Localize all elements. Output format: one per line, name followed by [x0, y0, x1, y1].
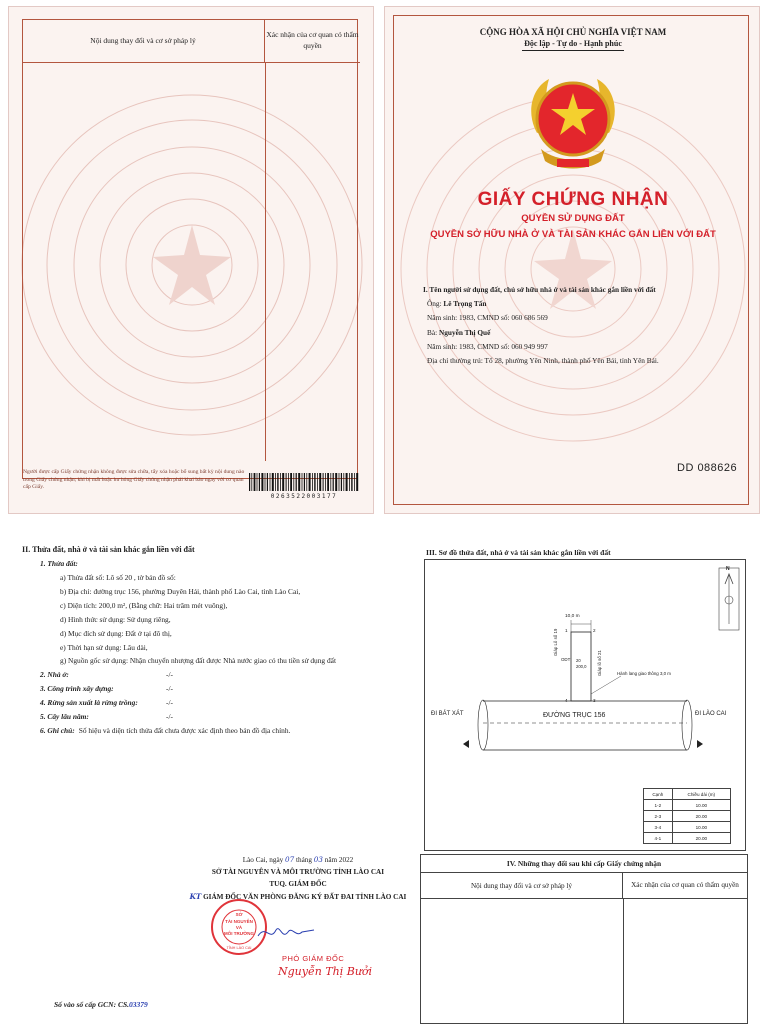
forest-row: 4. Rừng sản xuất là rừng trồng: -/-	[40, 698, 173, 708]
barcode	[249, 473, 359, 491]
section2-heading: II. Thửa đất, nhà ở và tài sản khác gắn liền với đất	[22, 545, 195, 554]
point-label: 4	[565, 698, 568, 703]
sign-month: 03	[313, 855, 323, 864]
left-lot-label: Giáp Lô số 19	[553, 628, 558, 656]
page-frame	[22, 19, 358, 479]
gcn-number: 03379	[129, 1000, 148, 1009]
point-label: 1	[565, 628, 568, 633]
section4-col-confirm: Xác nhận của cơ quan có thẩm quyền	[631, 880, 739, 889]
motto-underline	[522, 50, 624, 51]
construction-row: 3. Công trình xây dựng: -/-	[40, 684, 173, 694]
stamp-text-3: VÀ	[235, 925, 243, 930]
national-motto: Độc lập - Tự do - Hạnh phúc	[524, 39, 622, 48]
sign-day: 07	[285, 855, 295, 864]
owner2-info: Năm sinh: 1983, CMND số: 060 949 997	[427, 341, 548, 351]
table-row: 1-2 10.00	[644, 800, 731, 811]
land-item: a) Thửa đất số: Lô số 20 , tờ bản đồ số:	[60, 572, 176, 582]
certificate-title: GIẤY CHỨNG NHẬN	[477, 189, 669, 210]
land-item: b) Địa chỉ: đường trục 156, phường Duyên Hải, thành phố Lào Cai, tỉnh Lào Cai,	[60, 586, 301, 596]
north-label: N	[726, 566, 730, 572]
gcn-register-number: Số vào sổ cấp GCN: CS.03379	[54, 1000, 148, 1009]
sign-date: Lào Cai, ngày 07 tháng 03 năm 2022	[242, 855, 354, 864]
sign-org: SỞ TÀI NGUYÊN VÀ MÔI TRƯỜNG TỈNH LÀO CAI	[211, 868, 385, 877]
section-changes-after-issue	[420, 854, 748, 1024]
section4-table-header	[421, 873, 747, 899]
land-item: d) Hình thức sử dụng: Sử dụng riêng,	[60, 614, 171, 624]
certificate-back-page	[8, 6, 374, 514]
column-divider	[623, 899, 624, 1024]
changes-col-content: Nội dung thay đổi và cơ sở pháp lý	[22, 19, 265, 62]
land-item: c) Diện tích: 200,0 m², (Bằng chữ: Hai trăm mét vuông),	[60, 600, 228, 610]
land-item: d) Mục đích sử dụng: Đất ở tại đô thị,	[60, 628, 172, 638]
national-name: CỘNG HÒA XÃ HỘI CHỦ NGHĨA VIỆT NAM	[479, 27, 667, 37]
direction-right: ĐI LÀO CAI	[695, 711, 727, 717]
odt-label: ODT	[561, 657, 571, 662]
table-row: Cạnh Chiều dài (m)	[644, 789, 731, 800]
direction-left: ĐI BÁT XÁT	[431, 711, 464, 717]
edge-length-table	[643, 788, 731, 844]
land-plot-map	[424, 559, 746, 851]
signature-block	[148, 854, 448, 903]
point-label: 3	[593, 698, 596, 703]
owner-section	[423, 283, 747, 368]
land-heading: 1. Thửa đất:	[40, 559, 78, 569]
changes-table-header	[22, 19, 360, 63]
barcode-number: 0263522003177	[270, 493, 338, 500]
table-row: 3-4 10.00	[644, 822, 731, 833]
deputy-director-title: PHÓ GIÁM ĐỐC	[282, 954, 345, 963]
warning-note: Người được cấp Giấy chứng nhận không được sửa chữa, tẩy xóa hoặc bổ sung bất kỳ nội dung nào trong Giấy chứng nhận; khi bị mất hoặc hư hỏng Giấy chứng nhận phải khai báo ngay với cơ quan cấp Giấy.	[23, 469, 245, 491]
owner1-line: Ông: Lê Trọng Tấn	[427, 299, 487, 309]
stamp-text-1: SỞ	[235, 912, 243, 917]
section4-col-content: Nội dung thay đổi và cơ sở pháp lý	[421, 873, 623, 898]
owner2-name: Nguyễn Thị Quế	[438, 327, 491, 337]
certificate-subtitle-land: QUYỀN SỬ DỤNG ĐẤT	[521, 213, 625, 224]
perennial-row: 5. Cây lâu năm: -/-	[40, 712, 173, 722]
signer-name: Nguyễn Thị Bưởi	[278, 965, 373, 978]
stamp-ring-text: TỈNH LÀO CAI	[226, 946, 252, 950]
section3-heading: III. Sơ đồ thửa đất, nhà ở và tài sản khác gắn liền với đất	[426, 548, 611, 557]
section-land-details	[22, 542, 417, 738]
kt-mark: KT	[189, 891, 202, 901]
changes-col-confirm: Xác nhận của cơ quan có thẩm quyền	[266, 30, 359, 50]
certificate-inner-page	[0, 522, 768, 1024]
corridor-label: Hành lang giao thông 3,0 m	[617, 671, 671, 676]
house-row: 2. Nhà ở: -/-	[40, 670, 173, 680]
signature-scribble	[256, 922, 316, 944]
section4-heading: IV. Những thay đổi sau khi cấp Giấy chứng nhận	[421, 855, 747, 873]
sign-tuq: TUQ. GIÁM ĐỐC	[269, 880, 327, 889]
table-row: 4-1 20.00	[644, 833, 731, 844]
point-label: 2	[593, 628, 596, 633]
land-item: g) Nguồn gốc sử dụng: Nhận chuyển nhượng đất được Nhà nước giao có thu tiền sử dụng đất	[60, 656, 337, 666]
sign-director: KT GIÁM ĐỐC VĂN PHÒNG ĐĂNG KÝ ĐẤT ĐAI TỈNH LÀO CAI	[189, 891, 407, 901]
lot-number: 20	[576, 658, 581, 663]
land-item: e) Thời hạn sử dụng: Lâu dài,	[60, 642, 148, 652]
certificate-serial: DD 088626	[677, 462, 738, 474]
right-lot-label: Giáp lô số 21	[597, 650, 602, 676]
certificate-front-page	[384, 6, 760, 514]
owner-heading: I. Tên người sử dụng đất, chủ sở hữu nhà ở và tài sản khác gắn liền với đất	[423, 285, 656, 294]
certificate-subtitle-house: QUYỀN SỞ HỮU NHÀ Ở VÀ TÀI SẢN KHÁC GẮN LIỀN VỚI ĐẤT	[430, 229, 716, 240]
dim-top-label: 10,0 m	[565, 614, 580, 619]
national-emblem	[517, 71, 629, 181]
owner-address: Địa chỉ thường trú: Tổ 28, phường Yên Ninh, thành phố Yên Bái, tỉnh Yên Bái.	[427, 356, 659, 366]
owner1-name: Lê Trọng Tấn	[443, 299, 487, 309]
road-name: ĐƯỜNG TRỤC 156	[543, 712, 606, 719]
lot-area: 200,0	[576, 664, 587, 669]
column-divider	[265, 63, 266, 461]
table-row: 2-3 20.00	[644, 811, 731, 822]
stamp-text-4: MÔI TRƯỜNG	[223, 931, 255, 936]
stamp-text-2: TÀI NGUYÊN	[225, 919, 253, 924]
note-row: 6. Ghi chú: Số hiệu và diện tích thửa đất chưa được xác định theo bản đồ địa chính.	[40, 726, 291, 736]
owner2-line: Bà: Nguyễn Thị Quế	[427, 327, 491, 337]
owner1-info: Năm sinh: 1983, CMND số: 060 686 569	[427, 313, 548, 323]
